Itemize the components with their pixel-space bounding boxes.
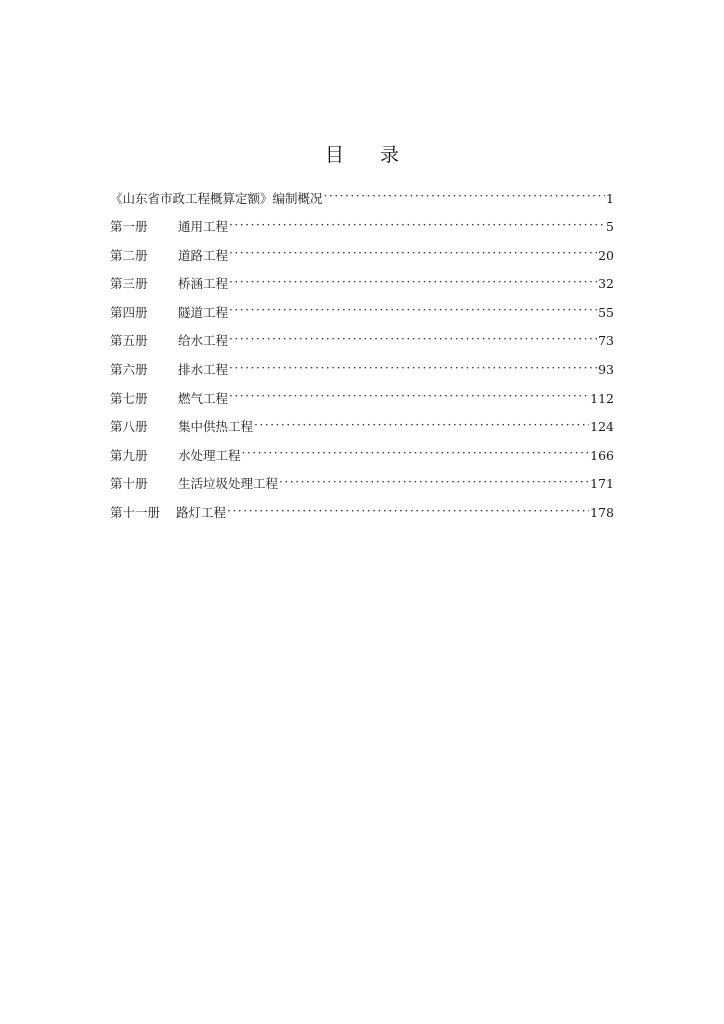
toc-page-number: 20 xyxy=(598,247,614,263)
toc-volume-label: 第二册 xyxy=(110,247,148,263)
toc-entry-title: 路灯工程 xyxy=(176,505,227,521)
dot-leader xyxy=(279,476,589,489)
toc-entry-volume-4[interactable] xyxy=(110,304,614,333)
toc-entry-title: 通用工程 xyxy=(178,219,229,235)
toc-page-number: 112 xyxy=(590,390,614,406)
toc-entry-volume-11[interactable] xyxy=(110,505,614,534)
toc-entry-volume-6[interactable] xyxy=(110,362,614,391)
toc-volume-label: 第五册 xyxy=(110,333,148,349)
toc-entry-title: 桥涵工程 xyxy=(178,276,229,292)
dot-leader xyxy=(254,419,589,432)
title-char-2: 录 xyxy=(380,144,400,166)
toc-volume-label: 第一册 xyxy=(110,219,148,235)
toc-volume-label: 第四册 xyxy=(110,304,148,320)
toc-volume-label: 第十一册 xyxy=(110,505,161,521)
dot-leader xyxy=(242,447,590,460)
dot-leader xyxy=(229,390,589,403)
toc-entry-title: 给水工程 xyxy=(178,333,229,349)
toc-page-number: 55 xyxy=(598,304,614,320)
toc-entry-title: 水处理工程 xyxy=(178,447,241,463)
toc-entry-title: 道路工程 xyxy=(178,247,229,263)
dot-leader xyxy=(229,362,597,375)
toc-page-number: 93 xyxy=(598,362,614,378)
table-of-contents xyxy=(110,190,614,533)
toc-entry-volume-10[interactable] xyxy=(110,476,614,505)
toc-entry-title: 集中供热工程 xyxy=(178,419,254,435)
dot-leader xyxy=(229,333,597,346)
toc-entry-title: 生活垃圾处理工程 xyxy=(178,476,279,492)
toc-page-number: 178 xyxy=(590,505,614,521)
toc-page-number: 5 xyxy=(606,219,614,235)
toc-page-number: 171 xyxy=(590,476,614,492)
toc-page-number: 124 xyxy=(590,419,614,435)
toc-entry-title: 排水工程 xyxy=(178,362,229,378)
toc-entry-volume-1[interactable] xyxy=(110,219,614,248)
dot-leader xyxy=(227,505,589,518)
toc-page-number: 1 xyxy=(606,190,614,206)
toc-volume-label: 第十册 xyxy=(110,476,148,492)
toc-entry-overview[interactable] xyxy=(110,190,614,219)
toc-entry-volume-3[interactable] xyxy=(110,276,614,305)
dot-leader xyxy=(229,304,597,317)
toc-entry-title: 燃气工程 xyxy=(178,390,229,406)
page-title xyxy=(0,140,724,167)
toc-entry-volume-9[interactable] xyxy=(110,447,614,476)
toc-entry-volume-8[interactable] xyxy=(110,419,614,448)
toc-volume-label: 第八册 xyxy=(110,419,148,435)
title-char-1: 目 xyxy=(324,144,344,166)
toc-volume-label: 第九册 xyxy=(110,447,148,463)
toc-volume-label: 第七册 xyxy=(110,390,148,406)
toc-entry-volume-2[interactable] xyxy=(110,247,614,276)
toc-entry-volume-7[interactable] xyxy=(110,390,614,419)
toc-volume-label: 第六册 xyxy=(110,362,148,378)
dot-leader xyxy=(229,276,597,289)
toc-page-number: 32 xyxy=(598,276,614,292)
dot-leader xyxy=(229,247,597,260)
dot-leader xyxy=(229,219,605,232)
dot-leader xyxy=(324,190,606,203)
toc-entry-title: 隧道工程 xyxy=(178,304,229,320)
toc-entry-title: 《山东省市政工程概算定额》编制概况 xyxy=(110,190,323,206)
toc-page-number: 166 xyxy=(590,447,614,463)
toc-volume-label: 第三册 xyxy=(110,276,148,292)
toc-entry-volume-5[interactable] xyxy=(110,333,614,362)
toc-page-number: 73 xyxy=(598,333,614,349)
